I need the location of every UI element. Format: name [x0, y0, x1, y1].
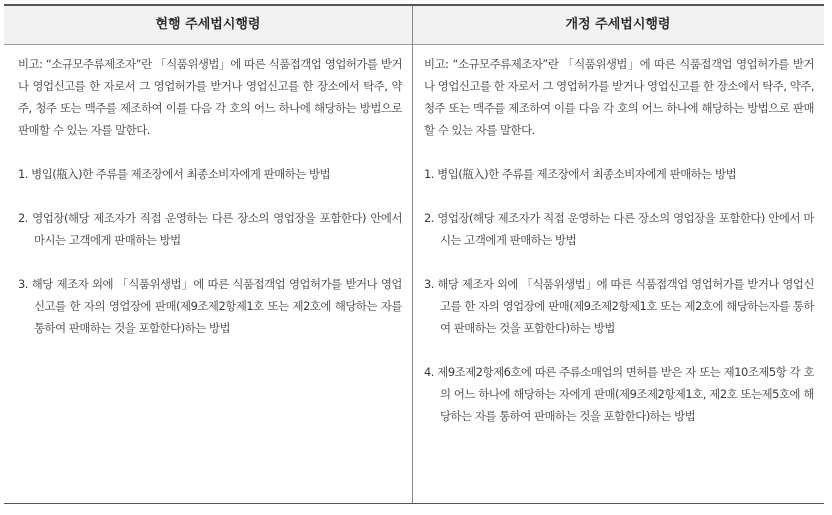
current-decree-column [4, 44, 412, 503]
revised-intro-text: 비고: “소규모주류제조자”란 「식품위생법」에 따른 식품접객업 영업허가를 받거나 영업신고를 한 자로서 그 영업허가를 받거나 영업신고를 한 장소에서 탁주, 약주, 청주 또는 맥주를 제조하여 이를 다음 각 호의 어느 하나에 해당하는 방법으로 판매할 수 있는 자를 말한다. [424, 57, 814, 137]
comparison-table [4, 4, 824, 504]
current-item-2: 2. 영업장(해당 제조자가 직접 운영하는 다른 장소의 영업장을 포함한다) 안에서 마시는 고객에게 판매하는 방법 [18, 211, 402, 247]
revised-item-4: 4. 제9조제2항제6호에 따른 주류소매업의 면허를 받은 자 또는 제10조제5항 각 호의 어느 하나에 해당하는 자에게 판매(제9조제2항제1호, 제2호 또는제5호에 해당하는 자를 통하여 판매하는 것을 포함한다)하는 방법 [424, 365, 814, 423]
revised-item-3: 3. 해당 제조자 외에 「식품위생법」에 따른 식품접객업 영업허가를 받거나 영업신고를 한 자의 영업장에 판매(제9조제2항제1호 또는 제2호에 해당하는자를 통하여 판매하는 것을 포함한다)하는 방법 [424, 277, 814, 335]
table-header-row [4, 6, 824, 45]
revised-item-2: 2. 영업장(해당 제조자가 직접 운영하는 다른 장소의 영업장을 포함한다) 안에서 마시는 고객에게 판매하는 방법 [424, 211, 814, 247]
current-item-1: 1. 병입(甁入)한 주류를 제조장에서 최종소비자에게 판매하는 방법 [18, 167, 331, 181]
revised-decree-column [413, 44, 824, 503]
header-current-decree: 현행 주세법시행령 [155, 17, 261, 32]
header-revised-decree: 개정 주세법시행령 [565, 17, 671, 32]
revised-item-1: 1. 병입(甁入)한 주류를 제조장에서 최종소비자에게 판매하는 방법 [424, 167, 737, 181]
current-intro-text: 비고: “소규모주류제조자”란 「식품위생법」에 따른 식품접객업 영업허가를 받거나 영업신고를 한 자로서 그 영업허가를 받거나 영업신고를 한 장소에서 탁주, 약주, 청주 또는 맥주를 제조하여 이를 다음 각 호의 어느 하나에 해당하는 방법으로 판매할 수 있는 자를 말한다. [18, 57, 402, 137]
current-item-3: 3. 해당 제조자 외에 「식품위생법」에 따른 식품접객업 영업허가를 받거나 영업신고를 한 자의 영업장에 판매(제9조제2항제1호 또는 제2호에 해당하는 자를 통하여 판매하는 것을 포함한다)하는 방법 [18, 277, 402, 335]
